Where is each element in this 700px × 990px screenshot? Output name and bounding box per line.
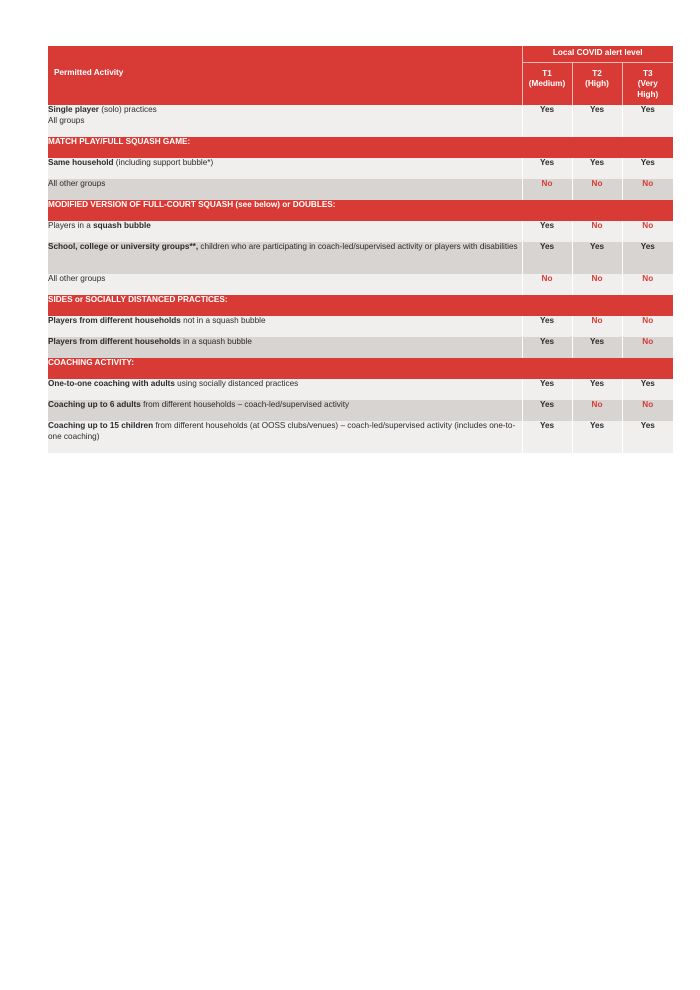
table-row <box>48 158 673 179</box>
section-header: MODIFIED VERSION OF FULL-COURT SQUASH (see below) or DOUBLES: <box>48 200 673 221</box>
tier-3-header: T3 (Very High) <box>622 62 673 105</box>
t3-value: No <box>622 179 673 200</box>
covid-permitted-activity-table <box>48 46 673 453</box>
t3-value: No <box>622 221 673 242</box>
table-row <box>48 179 673 200</box>
table-row <box>48 242 673 274</box>
tier-2-header: T2 (High) <box>572 62 622 105</box>
tier-1-header: T1 (Medium) <box>522 62 572 105</box>
activity-cell: School, college or university groups**, children who are participating in coach-led/supervised activity or players with disabilities <box>48 242 522 274</box>
t2-value: Yes <box>572 421 622 453</box>
t1-value: No <box>522 274 572 295</box>
t3-value: No <box>622 400 673 421</box>
t2-value: No <box>572 274 622 295</box>
t3-value: Yes <box>622 158 673 179</box>
t3-value: Yes <box>622 242 673 274</box>
activity-cell: Coaching up to 15 children from different households (at OOSS clubs/venues) – coach-led/supervised activity (includes one-to-one coaching) <box>48 421 522 453</box>
table-row <box>48 316 673 337</box>
activity-cell: Players from different households not in a squash bubble <box>48 316 522 337</box>
t3-value: Yes <box>622 421 673 453</box>
table-row <box>48 379 673 400</box>
header-row <box>48 62 673 105</box>
t2-value: Yes <box>572 158 622 179</box>
activity-cell: Coaching up to 6 adults from different households – coach-led/supervised activity <box>48 400 522 421</box>
header-row-top <box>48 46 673 62</box>
t2-value: Yes <box>572 242 622 274</box>
alert-level-header: Local COVID alert level <box>522 46 673 62</box>
t2-value: No <box>572 400 622 421</box>
table-row <box>48 421 673 453</box>
activity-cell: Single player (solo) practices All groups <box>48 105 522 137</box>
activity-cell: One-to-one coaching with adults using socially distanced practices <box>48 379 522 400</box>
t1-value: Yes <box>522 158 572 179</box>
t2-value: Yes <box>572 337 622 358</box>
table-row <box>48 221 673 242</box>
t1-value: Yes <box>522 221 572 242</box>
t1-value: Yes <box>522 379 572 400</box>
section-header: MATCH PLAY/FULL SQUASH GAME: <box>48 137 673 158</box>
t2-value: Yes <box>572 379 622 400</box>
t1-value: Yes <box>522 337 572 358</box>
t2-value: No <box>572 179 622 200</box>
section-header: SIDES or SOCIALLY DISTANCED PRACTICES: <box>48 295 673 316</box>
section-header: COACHING ACTIVITY: <box>48 358 673 379</box>
activity-cell: All other groups <box>48 179 522 200</box>
activity-cell: Players in a squash bubble <box>48 221 522 242</box>
activity-cell: Players from different households in a squash bubble <box>48 337 522 358</box>
t3-value: No <box>622 316 673 337</box>
t1-value: Yes <box>522 242 572 274</box>
t3-value: No <box>622 274 673 295</box>
table-row <box>48 105 673 137</box>
t1-value: Yes <box>522 316 572 337</box>
table-row <box>48 337 673 358</box>
t1-value: Yes <box>522 421 572 453</box>
t1-value: Yes <box>522 105 572 137</box>
table-row <box>48 274 673 295</box>
activity-cell: Same household (including support bubble*) <box>48 158 522 179</box>
header-blank <box>48 46 522 62</box>
activity-cell: All other groups <box>48 274 522 295</box>
t2-value: No <box>572 316 622 337</box>
permitted-activity-header: Permitted Activity <box>48 62 522 105</box>
t3-value: Yes <box>622 379 673 400</box>
t1-value: Yes <box>522 400 572 421</box>
table-row <box>48 400 673 421</box>
t3-value: No <box>622 337 673 358</box>
t2-value: Yes <box>572 105 622 137</box>
t1-value: No <box>522 179 572 200</box>
t3-value: Yes <box>622 105 673 137</box>
t2-value: No <box>572 221 622 242</box>
